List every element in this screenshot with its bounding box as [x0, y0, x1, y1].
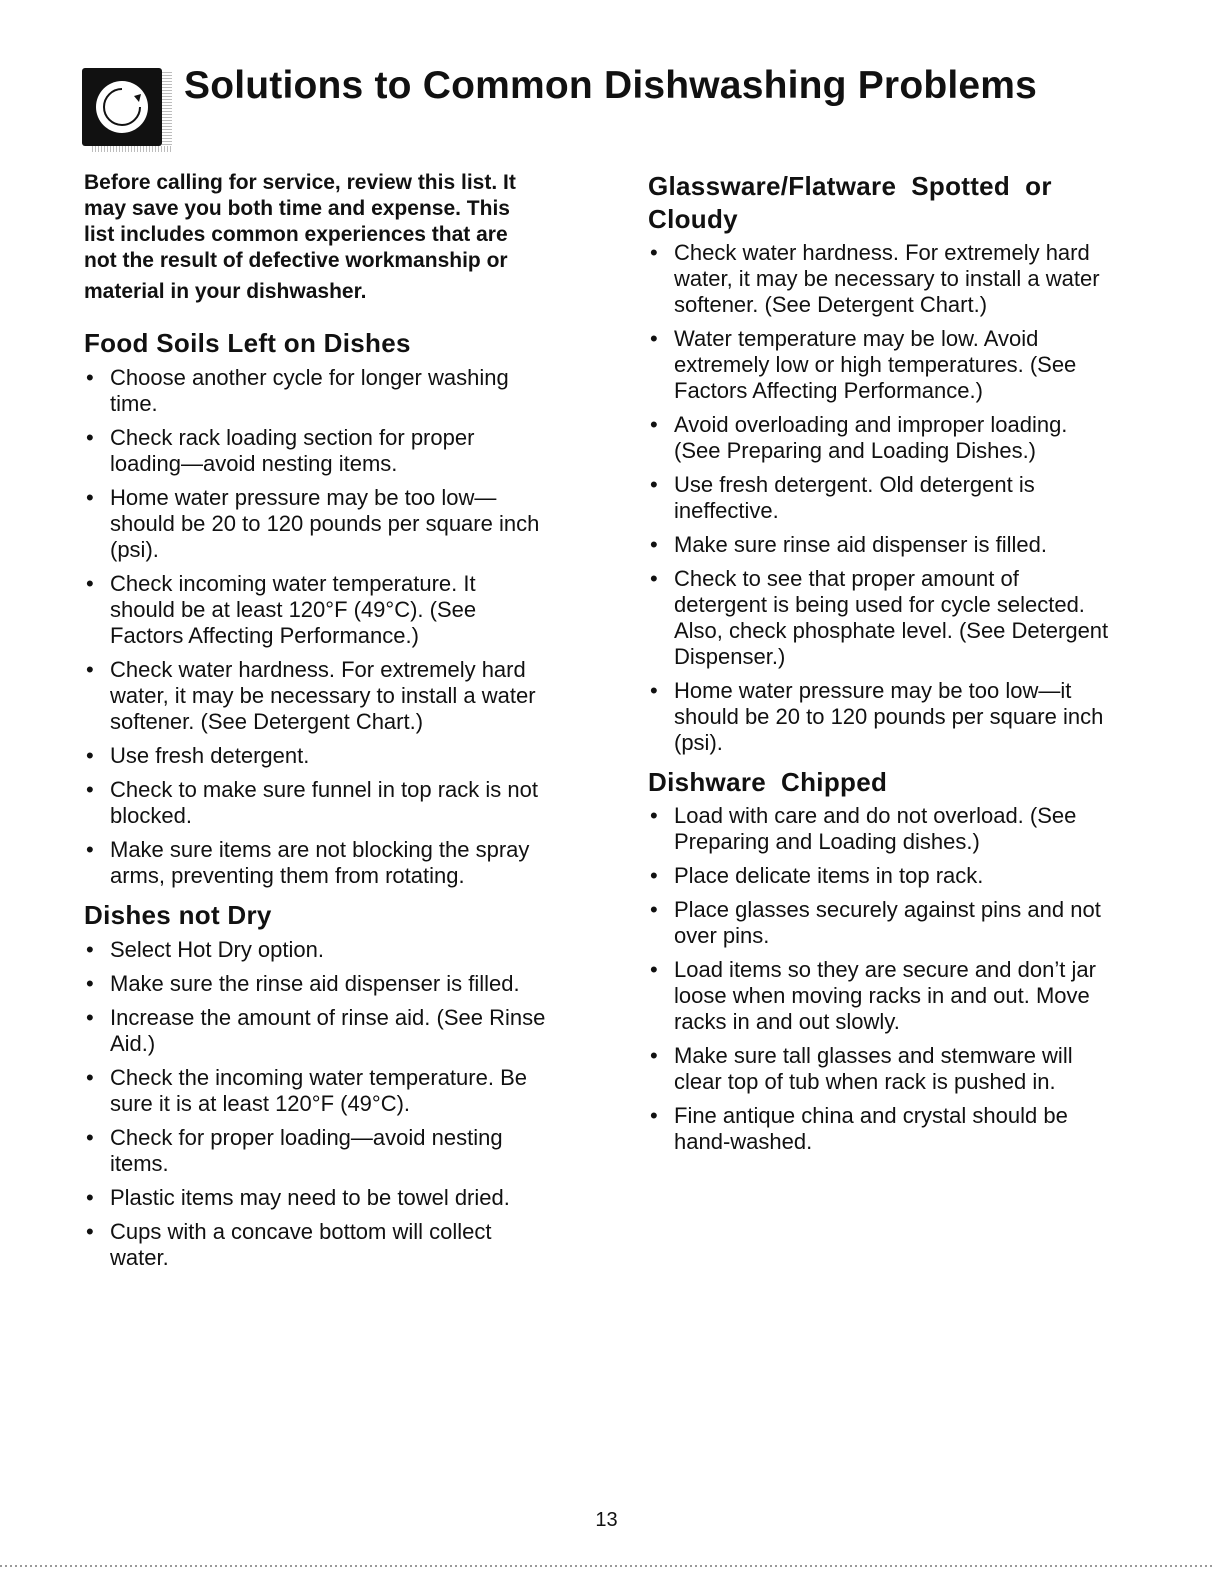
- list-item: [84, 937, 594, 963]
- list-item: [84, 1065, 594, 1117]
- intro-line: list includes common experiences that are: [84, 223, 508, 246]
- list-item: [84, 1005, 594, 1057]
- list-item-text: softener. (See Detergent Chart.): [110, 709, 424, 734]
- list-item-text: should be at least 120°F (49°C). (See: [110, 597, 477, 622]
- left-sections: [84, 327, 594, 1271]
- list-item: [84, 1185, 594, 1211]
- bullet-icon: •: [86, 937, 94, 962]
- list-item-text: extremely low or high temperatures. (See: [674, 352, 1077, 377]
- list-item-text: Make sure items are not blocking the spray: [110, 837, 530, 862]
- list-item-text: Make sure the rinse aid dispenser is filled.: [110, 971, 520, 996]
- list-item-text: Factors Affecting Performance.): [674, 378, 983, 403]
- section-heading: [648, 766, 1158, 799]
- list-item-text: Check to make sure funnel in top rack is not: [110, 777, 538, 802]
- bullet-list: [84, 937, 594, 1271]
- intro-paragraph: [84, 170, 594, 305]
- list-item-text: water.: [110, 1245, 169, 1270]
- left-column: [84, 170, 594, 1279]
- list-item: [648, 412, 1158, 464]
- list-item: [648, 1103, 1158, 1155]
- list-item-text: Plastic items may need to be towel dried.: [110, 1185, 510, 1210]
- bullet-icon: •: [86, 1065, 94, 1090]
- list-item-text: Water temperature may be low. Avoid: [674, 326, 1039, 351]
- page-header: [82, 62, 1142, 152]
- list-item-text: loading—avoid nesting items.: [110, 451, 398, 476]
- bullet-list: [648, 803, 1158, 1155]
- list-item-text: softener. (See Detergent Chart.): [674, 292, 988, 317]
- bullet-icon: •: [650, 240, 658, 265]
- list-item: [84, 971, 594, 997]
- bullet-icon: •: [86, 657, 94, 682]
- logo-shadow: [162, 72, 172, 148]
- list-item: [648, 863, 1158, 889]
- list-item-text: time.: [110, 391, 158, 416]
- bullet-icon: •: [86, 971, 94, 996]
- bullet-icon: •: [86, 365, 94, 390]
- intro-line: may save you both time and expense. This: [84, 197, 510, 220]
- bullet-icon: •: [86, 571, 94, 596]
- list-item-text: sure it is at least 120°F (49°C).: [110, 1091, 411, 1116]
- page-number: 13: [595, 1509, 618, 1531]
- section-heading-line: Glassware/Flatware Spotted or: [648, 171, 1052, 201]
- list-item-text: Check for proper loading—avoid nesting: [110, 1125, 503, 1150]
- list-item: [648, 897, 1158, 949]
- list-item-text: Check water hardness. For extremely hard: [110, 657, 526, 682]
- bullet-icon: •: [650, 1043, 658, 1068]
- bullet-icon: •: [650, 863, 658, 888]
- list-item-text: Load items so they are secure and don’t jar: [674, 957, 1096, 982]
- list-item-text: water, it may be necessary to install a water: [674, 266, 1100, 291]
- intro-line: not the result of defective workmanship or: [84, 249, 508, 272]
- list-item: [648, 240, 1158, 318]
- list-item: [84, 777, 594, 829]
- list-item-text: Dispenser.): [674, 644, 786, 669]
- bullet-icon: •: [86, 485, 94, 510]
- bullet-icon: •: [650, 326, 658, 351]
- bullet-icon: •: [86, 837, 94, 862]
- list-item-text: water, it may be necessary to install a water: [110, 683, 536, 708]
- intro-line: material in your dishwasher.: [84, 280, 367, 303]
- list-item: [648, 566, 1158, 670]
- list-item: [648, 678, 1158, 756]
- list-item-text: (psi).: [674, 730, 723, 755]
- list-item: [84, 425, 594, 477]
- bullet-list: [84, 365, 594, 889]
- list-item-text: loose when moving racks in and out. Move: [674, 983, 1090, 1008]
- right-sections: [648, 170, 1158, 1155]
- list-item-text: Select Hot Dry option.: [110, 937, 324, 962]
- list-item-text: arms, preventing them from rotating.: [110, 863, 465, 888]
- bullet-list: [648, 240, 1158, 756]
- list-item-text: blocked.: [110, 803, 192, 828]
- bullet-icon: •: [86, 1005, 94, 1030]
- list-item-text: Check water hardness. For extremely hard: [674, 240, 1090, 265]
- list-item: [84, 743, 594, 769]
- list-item-text: Use fresh detergent. Old detergent is: [674, 472, 1035, 497]
- list-item-text: hand-washed.: [674, 1129, 813, 1154]
- list-item-text: items.: [110, 1151, 169, 1176]
- list-item-text: Increase the amount of rinse aid. (See Rinse: [110, 1005, 546, 1030]
- list-item: [648, 472, 1158, 524]
- list-item: [84, 657, 594, 735]
- intro-line: Before calling for service, review this list. It: [84, 171, 516, 194]
- section-heading-line: Cloudy: [648, 204, 738, 234]
- list-item: [648, 532, 1158, 558]
- bullet-icon: •: [650, 472, 658, 497]
- list-item: [84, 1219, 594, 1271]
- list-item-text: Load with care and do not overload. (See: [674, 803, 1077, 828]
- bullet-icon: •: [650, 803, 658, 828]
- bullet-icon: •: [650, 678, 658, 703]
- list-item-text: Make sure rinse aid dispenser is filled.: [674, 532, 1047, 557]
- list-item-text: ineffective.: [674, 498, 779, 523]
- list-item-text: clear top of tub when rack is pushed in.: [674, 1069, 1056, 1094]
- list-item: [648, 1043, 1158, 1095]
- list-item-text: Place delicate items in top rack.: [674, 863, 984, 888]
- list-item-text: Aid.): [110, 1031, 156, 1056]
- list-item-text: Check incoming water temperature. It: [110, 571, 476, 596]
- bullet-icon: •: [86, 1125, 94, 1150]
- bullet-icon: •: [650, 1103, 658, 1128]
- section-heading: Food Soils Left on Dishes: [84, 328, 411, 358]
- list-item: [84, 1125, 594, 1177]
- list-item-text: should be 20 to 120 pounds per square inch: [674, 704, 1104, 729]
- list-item-text: Factors Affecting Performance.): [110, 623, 419, 648]
- list-item-text: Choose another cycle for longer washing: [110, 365, 509, 390]
- bullet-icon: •: [650, 532, 658, 557]
- list-item: [648, 803, 1158, 855]
- list-item-text: Check rack loading section for proper: [110, 425, 475, 450]
- list-item-text: Use fresh detergent.: [110, 743, 310, 768]
- section-heading: Dishes not Dry: [84, 900, 272, 930]
- section-heading: [648, 170, 1158, 236]
- bullet-icon: •: [650, 897, 658, 922]
- list-item-text: Make sure tall glasses and stemware will: [674, 1043, 1073, 1068]
- list-item-text: detergent is being used for cycle selected.: [674, 592, 1085, 617]
- logo-shadow-bottom: [92, 146, 172, 152]
- list-item-text: (psi).: [110, 537, 159, 562]
- bullet-icon: •: [650, 412, 658, 437]
- list-item-text: Place glasses securely against pins and not: [674, 897, 1101, 922]
- right-column: [648, 170, 1158, 1163]
- list-item-text: Avoid overloading and improper loading.: [674, 412, 1068, 437]
- bottom-rule: [0, 1565, 1213, 1567]
- bullet-icon: •: [86, 777, 94, 802]
- list-item-text: (See Preparing and Loading Dishes.): [674, 438, 1037, 463]
- section-heading-line: Dishware Chipped: [648, 767, 888, 797]
- list-item-text: Check to see that proper amount of: [674, 566, 1019, 591]
- list-item: [84, 365, 594, 417]
- list-item-text: Preparing and Loading dishes.): [674, 829, 980, 854]
- list-item: [648, 326, 1158, 404]
- list-item: [84, 837, 594, 889]
- list-item-text: Also, check phosphate level. (See Detergent: [674, 618, 1109, 643]
- list-item-text: Fine antique china and crystal should be: [674, 1103, 1068, 1128]
- bullet-icon: •: [650, 566, 658, 591]
- list-item-text: Cups with a concave bottom will collect: [110, 1219, 492, 1244]
- list-item-text: Check the incoming water temperature. Be: [110, 1065, 527, 1090]
- bullet-icon: •: [86, 425, 94, 450]
- list-item-text: Home water pressure may be too low—it: [674, 678, 1072, 703]
- list-item-text: racks in and out slowly.: [674, 1009, 900, 1034]
- bullet-icon: •: [86, 743, 94, 768]
- list-item: [84, 571, 594, 649]
- bullet-icon: •: [650, 957, 658, 982]
- bullet-icon: •: [86, 1219, 94, 1244]
- list-item-text: over pins.: [674, 923, 770, 948]
- page-title: Solutions to Common Dishwashing Problems: [184, 64, 1038, 107]
- list-item-text: Home water pressure may be too low—: [110, 485, 497, 510]
- list-item-text: should be 20 to 120 pounds per square inch: [110, 511, 540, 536]
- bullet-icon: •: [86, 1185, 94, 1210]
- list-item: [648, 957, 1158, 1035]
- list-item: [84, 485, 594, 563]
- cycle-arrow-icon: [82, 68, 162, 146]
